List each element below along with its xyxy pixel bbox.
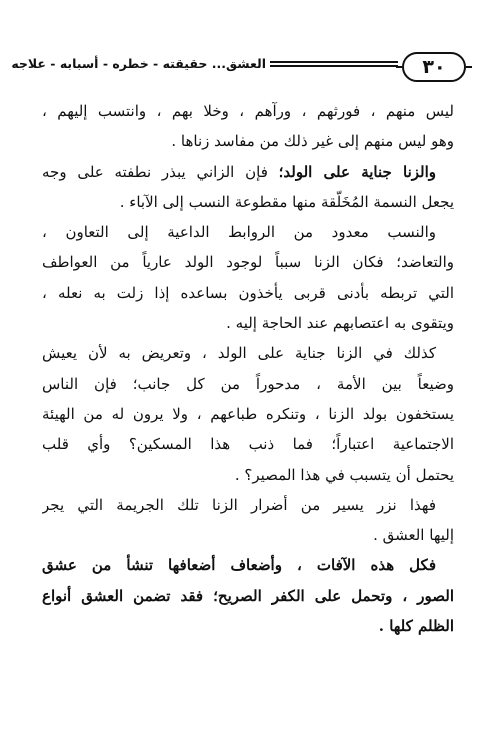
header-rule [270, 61, 398, 70]
text-line-6: والتعاضد؛ فكان الزنا سبباً لوجود الولد عارياً من العواطف [42, 253, 454, 272]
text-line-5: والنسب معدود من الروابط الداعية إلى التعاون ، [42, 223, 436, 242]
text-line-15: إليها العشق . [373, 526, 454, 545]
text-line-4: يجعل النسمة المُخَلّقة منها مقطوعة النسب إلى الآباء . [119, 192, 454, 211]
text-line-16: فكل هذه الآفات ، وأضعاف أضعافها تنشأ من عشق [42, 556, 436, 575]
running-title: العشق... حقيقته - خطره - أسبابه - علاجه [11, 56, 266, 71]
text-line-7: التي تربطه بأدنى قربى يأخذون بساعده إذا زلت به نعله ، [42, 283, 454, 302]
text-line-9: كذلك في الزنا جناية على الولد ، وتعريض به لأن يعيش [42, 344, 436, 363]
text-line-3 [42, 157, 454, 187]
text-line-17: الصور ، وتحمل على الكفر الصريح؛ فقد تضمن العشق أنواع [42, 586, 454, 605]
text-line-14: فهذا نزر يسير من أضرار الزنا تلك الجريمة التي يجر [42, 495, 436, 514]
text-line-1: ليس منهم ، فورثهم ، ورآهم ، وخلا بهم ، وانتسب إليهم ، [42, 102, 454, 120]
page-header [11, 52, 470, 92]
bold-phrase: والزنا جناية على الولد؛ [278, 162, 437, 181]
text-line-11: يستخفون بولد الزنا ، وتنكره طباعهم ، ولا يرون له من الهيئة [42, 404, 454, 423]
text-line-18: الظلم كلها . [378, 617, 454, 636]
text-line-12: الاجتماعية اعتباراً؛ فما ذنب هذا المسكين؟ وأي قلب [42, 435, 454, 454]
text-line-10: وضيعاً بين الأمة ، مدحوراً من كل جانب؛ فإن الناس [42, 374, 454, 393]
text-run: فإن الزاني يبذر نطفته على وجه [42, 162, 279, 181]
body-text [42, 96, 454, 641]
text-line-13: يحتمل أن يتسبب في هذا المصير؟ . [234, 465, 454, 484]
text-line-2: وهو ليس منهم إلى غير ذلك من مفاسد زناها . [171, 132, 454, 151]
text-line-8: ويتقوى به اعتصابهم عند الحاجة إليه . [226, 314, 454, 333]
page-number: ٣٠ [402, 52, 466, 82]
